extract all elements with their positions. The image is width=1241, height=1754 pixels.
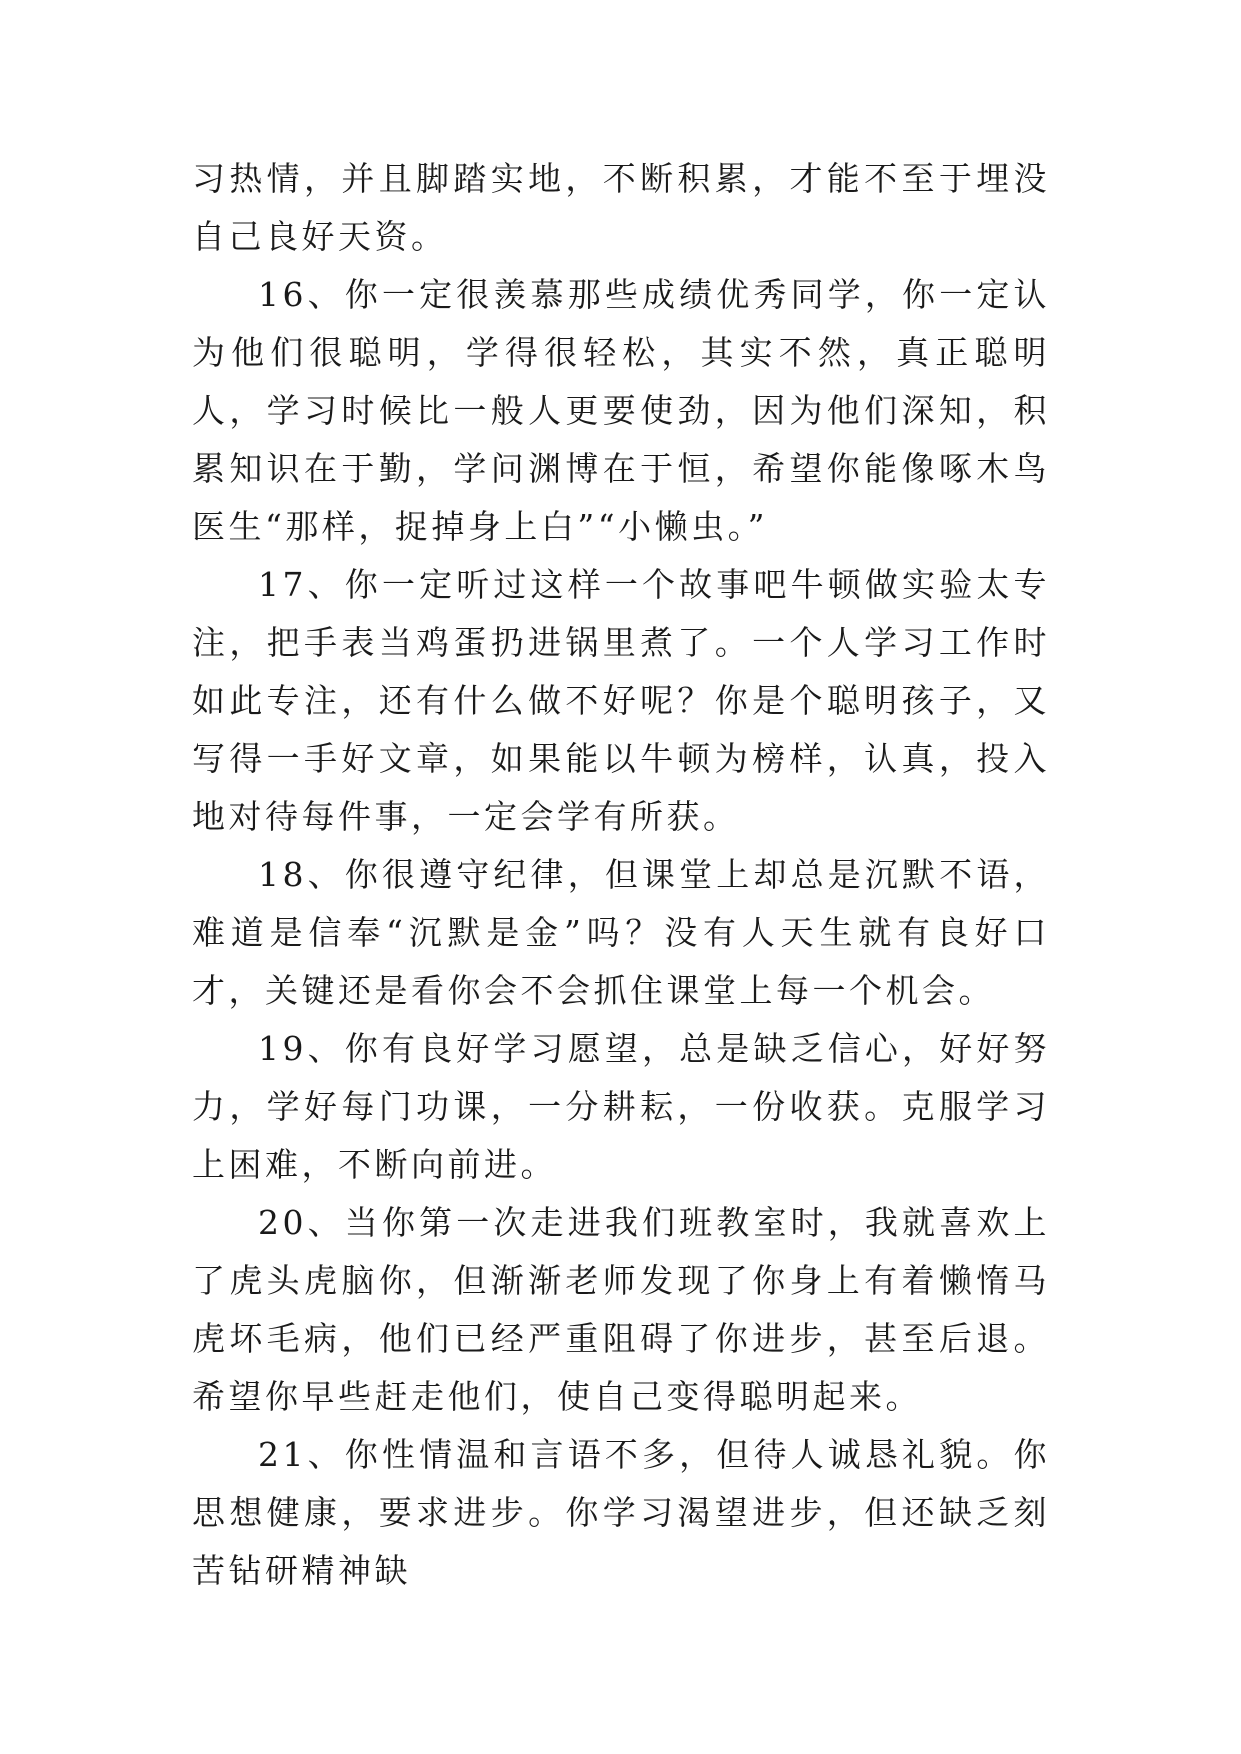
paragraph-item-21: 21、你性情温和言语不多，但待人诚恳礼貌。你思想健康，要求进步。你学习渴望进步，但还缺乏刻苦钻研精神缺 — [192, 1435, 1050, 1590]
paragraph-item-19: 19、你有良好学习愿望，总是缺乏信心，好好努力，学好每门功课，一分耕耘，一份收获。克服学习上困难，不断向前进。 — [192, 1029, 1050, 1184]
paragraph-item-20: 20、当你第一次走进我们班教室时，我就喜欢上了虎头虎脑你，但渐渐老师发现了你身上有着懒惰马虎坏毛病，他们已经严重阻碍了你进步，甚至后退。希望你早些赶走他们，使自己变得聪明起来。 — [192, 1203, 1050, 1416]
paragraph-continuation: 习热情，并且脚踏实地，不断积累，才能不至于埋没自己良好天资。 — [192, 159, 1050, 256]
paragraph-item-17: 17、你一定听过这样一个故事吧牛顿做实验太专注，把手表当鸡蛋扔进锅里煮了。一个人学习工作时如此专注，还有什么做不好呢？你是个聪明孩子，又写得一手好文章，如果能以牛顿为榜样，认真，投入地对待每件事，一定会学有所获。 — [192, 565, 1050, 836]
paragraph-item-16: 16、你一定很羡慕那些成绩优秀同学，你一定认为他们很聪明，学得很轻松，其实不然，真正聪明人，学习时候比一般人更要使劲，因为他们深知，积累知识在于勤，学问渊博在于恒，希望你能像啄木鸟医生“那样，捉掉身上白”“小懒虫。” — [192, 275, 1050, 546]
document-body — [192, 150, 1050, 1600]
paragraph-item-18: 18、你很遵守纪律，但课堂上却总是沉默不语，难道是信奉“沉默是金”吗？没有人天生就有良好口才，关键还是看你会不会抓住课堂上每一个机会。 — [192, 855, 1050, 1010]
